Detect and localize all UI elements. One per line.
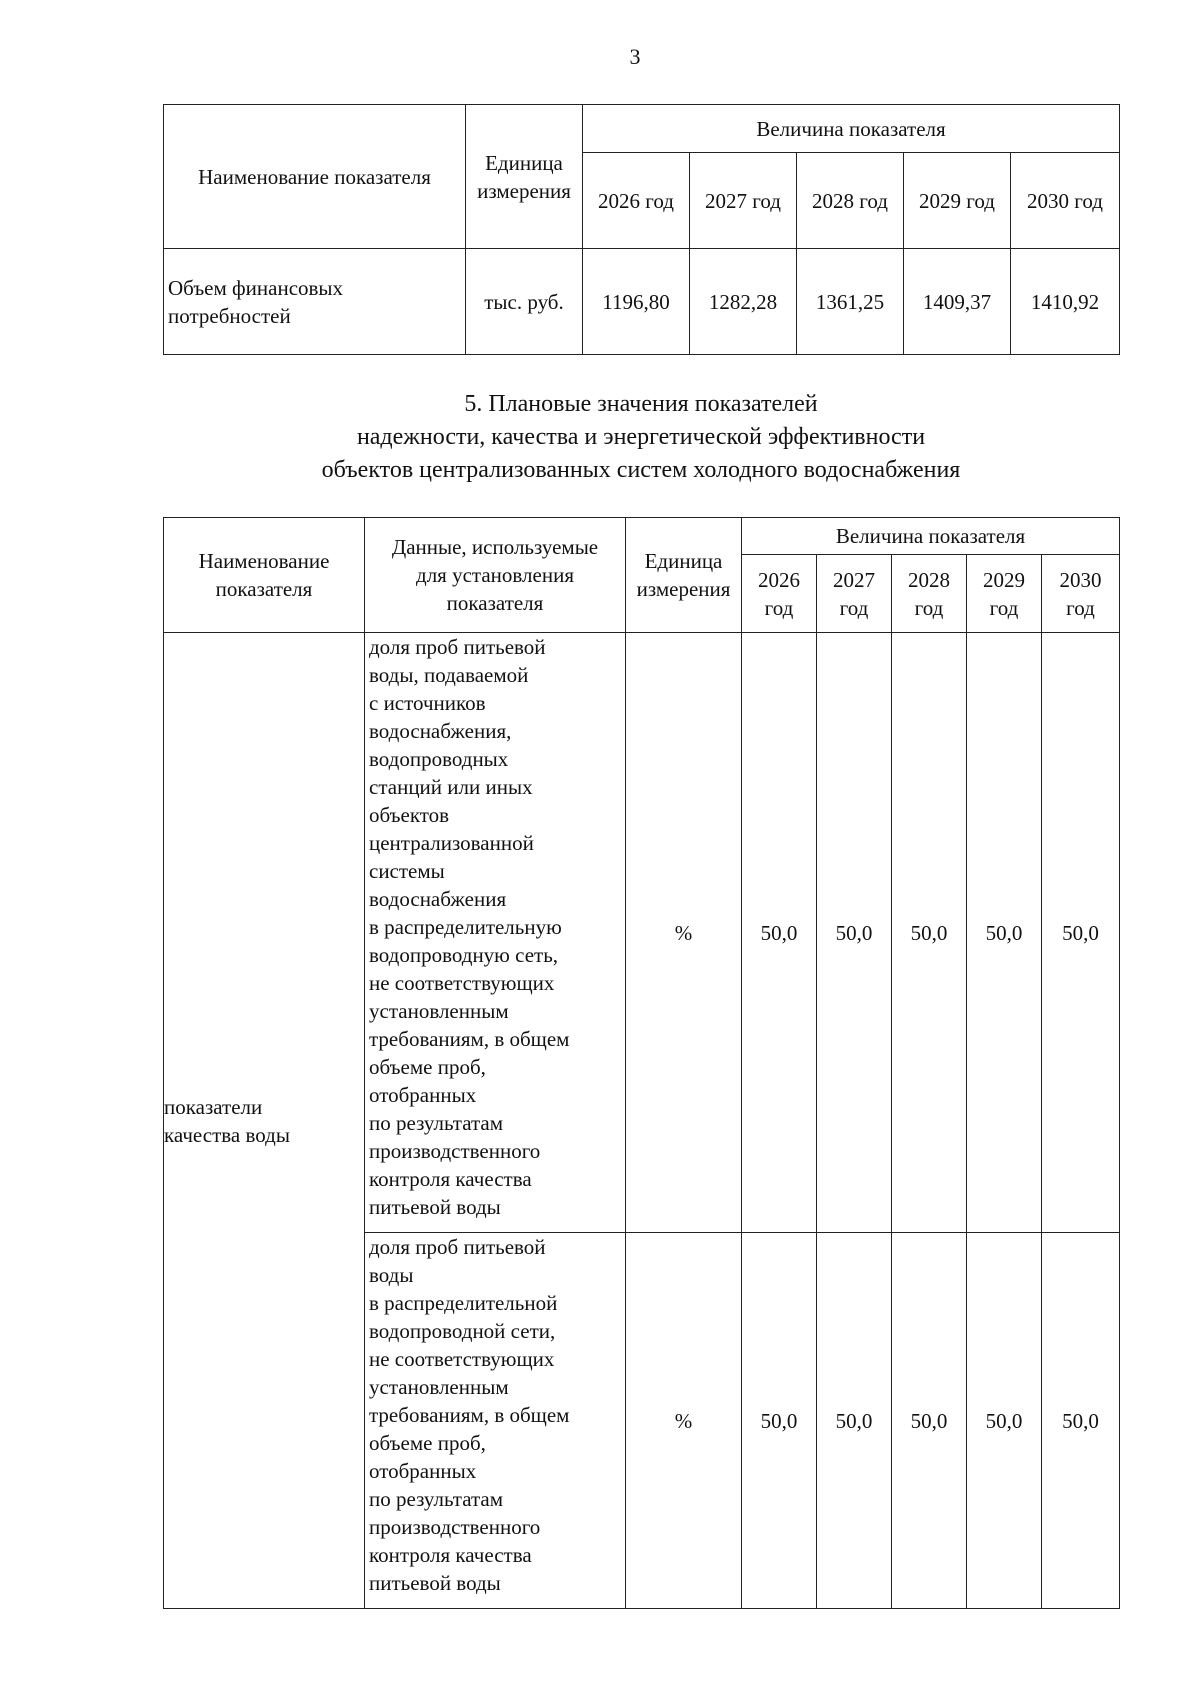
financial-needs-table bbox=[163, 104, 1120, 355]
header-year: 2026 год bbox=[742, 555, 817, 633]
row-value: 50,0 bbox=[1042, 633, 1120, 1233]
row-value: 50,0 bbox=[742, 1233, 817, 1609]
header-year: 2028 год bbox=[892, 555, 967, 633]
header-year: 2027 год bbox=[817, 555, 892, 633]
row-value: 1409,37 bbox=[904, 249, 1011, 355]
group-label: показатели качества воды bbox=[164, 633, 365, 1609]
row-description: доля проб питьевой воды в распределительной водопроводной сети, не соответствующих установленным требованиям, в общем объеме проб, отобранных по результатам производственного контроля качества питьевой воды bbox=[365, 1233, 626, 1609]
header-value-group: Величина показателя bbox=[742, 518, 1120, 555]
row-value: 1361,25 bbox=[797, 249, 904, 355]
header-year: 2030 год bbox=[1011, 153, 1120, 249]
row-value: 50,0 bbox=[817, 633, 892, 1233]
row-value: 1282,28 bbox=[690, 249, 797, 355]
row-value: 50,0 bbox=[892, 633, 967, 1233]
header-year: 2029 год bbox=[904, 153, 1011, 249]
header-year: 2029 год bbox=[967, 555, 1042, 633]
row-unit: % bbox=[626, 1233, 742, 1609]
row-value: 1410,92 bbox=[1011, 249, 1120, 355]
page-number: 3 bbox=[629, 44, 641, 69]
section-title: 5. Плановые значения показателей надежности, качества и энергетической эффективности объектов централизованных систем холодного водоснабжения bbox=[321, 391, 961, 483]
header-value-group: Величина показателя bbox=[583, 105, 1120, 153]
row-unit: % bbox=[626, 633, 742, 1233]
row-unit: тыс. руб. bbox=[466, 249, 583, 355]
row-value: 1196,80 bbox=[583, 249, 690, 355]
row-indicator-name: Объем финансовых потребностей bbox=[164, 249, 466, 355]
row-value: 50,0 bbox=[817, 1233, 892, 1609]
header-indicator-name: Наименование показателя bbox=[164, 105, 466, 249]
row-value: 50,0 bbox=[967, 633, 1042, 1233]
header-year: 2026 год bbox=[583, 153, 690, 249]
header-year: 2030 год bbox=[1042, 555, 1120, 633]
row-value: 50,0 bbox=[967, 1233, 1042, 1609]
quality-indicators-table bbox=[163, 517, 1120, 1609]
header-data-used: Данные, используемые для установления показателя bbox=[365, 518, 626, 633]
header-unit: Единица измерения bbox=[626, 518, 742, 633]
row-description: доля проб питьевой воды, подаваемой с источников водоснабжения, водопроводных станций или иных объектов централизованной системы водоснабжения в распределительную водопроводную сеть, не соответствующих установленным требованиям, в общем объеме проб, отобранных по результатам производственного контроля качества питьевой воды bbox=[365, 633, 626, 1233]
row-value: 50,0 bbox=[742, 633, 817, 1233]
header-year: 2028 год bbox=[797, 153, 904, 249]
row-value: 50,0 bbox=[892, 1233, 967, 1609]
header-year: 2027 год bbox=[690, 153, 797, 249]
row-value: 50,0 bbox=[1042, 1233, 1120, 1609]
header-unit: Единица измерения bbox=[466, 105, 583, 249]
header-indicator-name: Наименование показателя bbox=[164, 518, 365, 633]
